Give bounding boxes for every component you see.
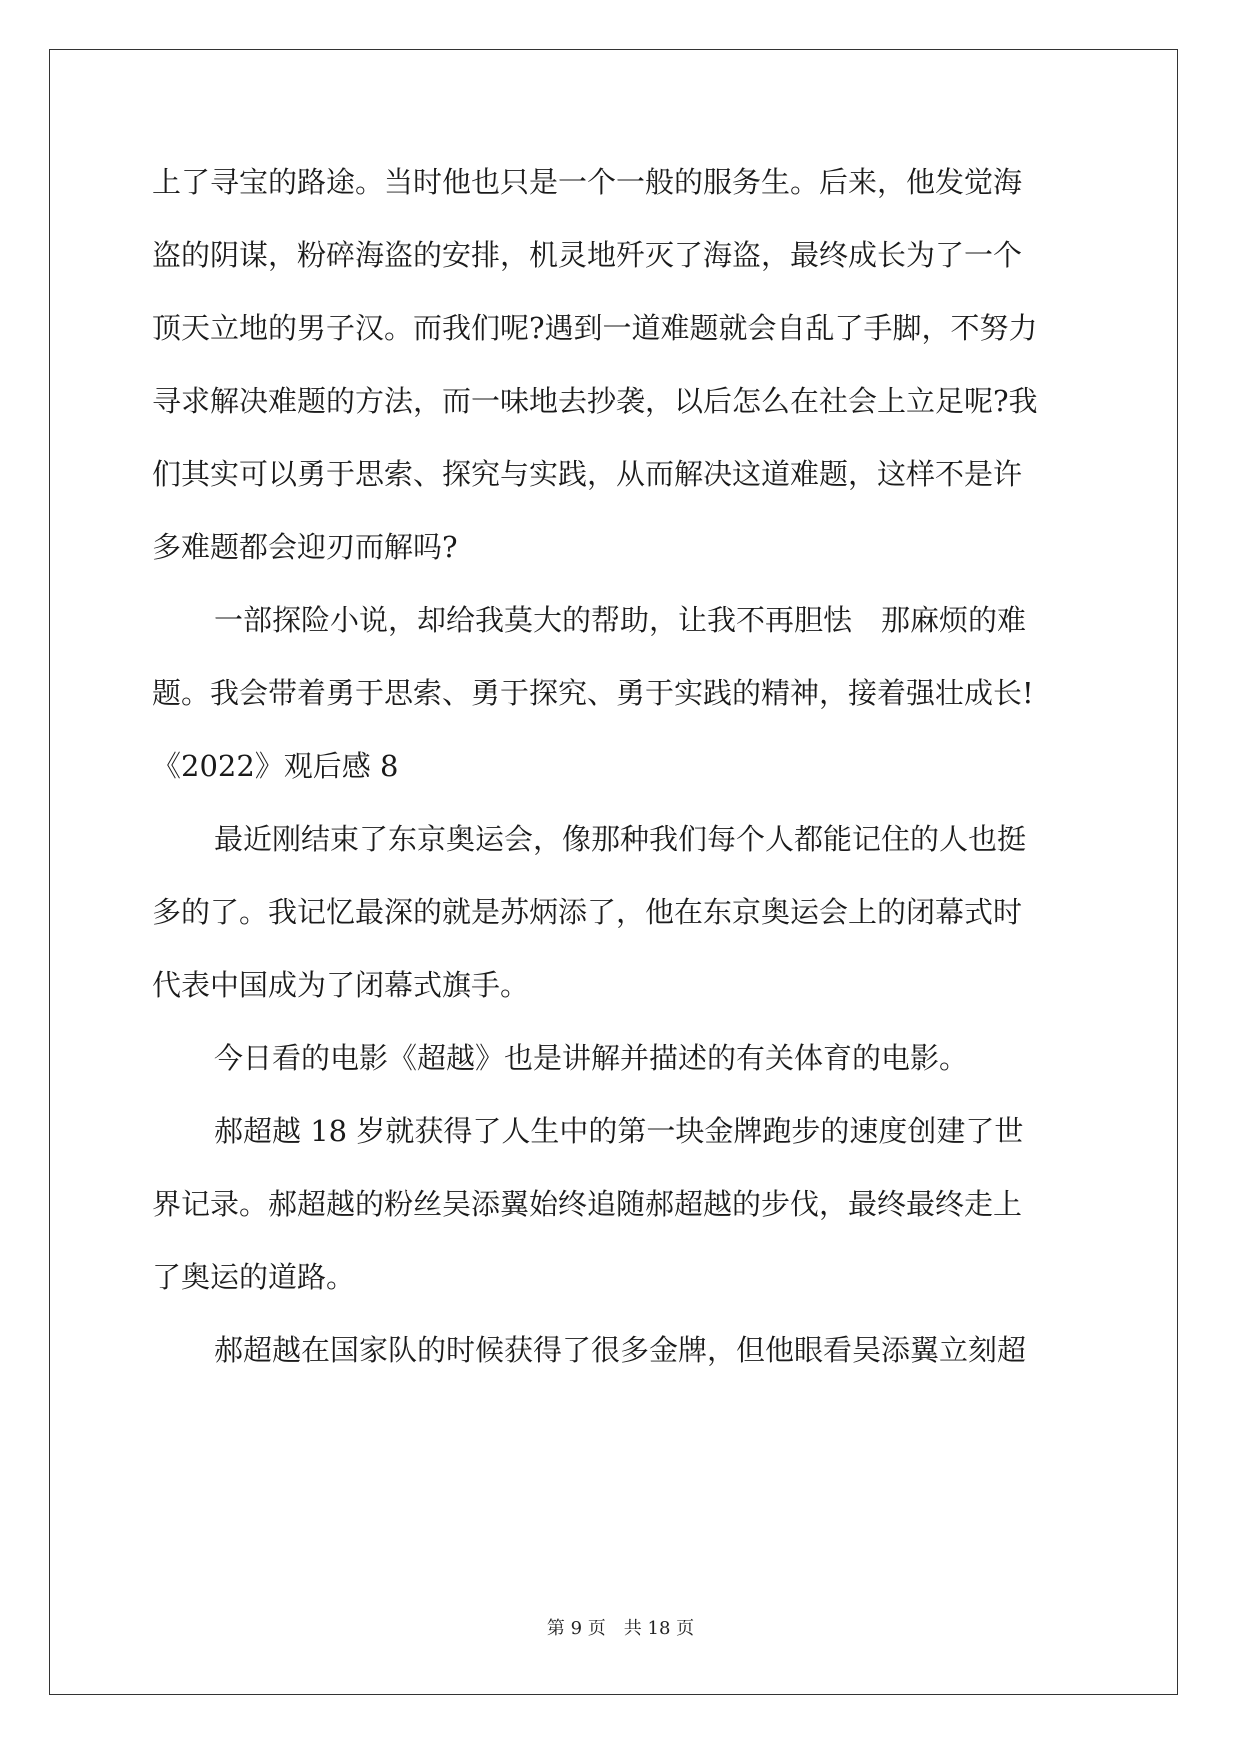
text-line: 代表中国成为了闭幕式旗手。 bbox=[152, 968, 530, 1002]
text-line: 顶天立地的男子汉。而我们呢?遇到一道难题就会自乱了手脚，不努力 bbox=[152, 311, 1038, 345]
text-line: 上了寻宝的路途。当时他也只是一个一般的服务生。后来，他发觉海 bbox=[152, 165, 1023, 199]
text-line: 盗的阴谋，粉碎海盗的安排，机灵地歼灭了海盗，最终成长为了一个 bbox=[152, 238, 1023, 272]
text-line: 题。我会带着勇于思索、勇于探究、勇于实践的精神，接着强壮成长! bbox=[152, 676, 1034, 710]
text-line: 了奥运的道路。 bbox=[152, 1260, 356, 1294]
paragraph-start-line: 一部探险小说，却给我莫大的帮助，让我不再胆怯 那麻烦的难 bbox=[214, 603, 1027, 637]
page-number: 第 9 页 共 18 页 bbox=[546, 1618, 695, 1639]
paragraph-start-line: 郝超越在国家队的时候获得了很多金牌，但他眼看吴添翼立刻超 bbox=[214, 1333, 1027, 1367]
paragraph-start-line: 郝超越 18 岁就获得了人生中的第一块金牌跑步的速度创建了世 bbox=[214, 1114, 1024, 1148]
paragraph-start-line: 今日看的电影《超越》也是讲解并描述的有关体育的电影。 bbox=[214, 1041, 969, 1075]
paragraph-start-line: 最近刚结束了东京奥运会，像那种我们每个人都能记住的人也挺 bbox=[214, 822, 1027, 856]
page-footer bbox=[0, 1617, 1241, 1641]
text-line: 们其实可以勇于思索、探究与实践，从而解决这道难题，这样不是许 bbox=[152, 457, 1023, 491]
page-border bbox=[49, 49, 1178, 1695]
text-line: 多的了。我记忆最深的就是苏炳添了，他在东京奥运会上的闭幕式时 bbox=[152, 895, 1023, 929]
text-line: 寻求解决难题的方法，而一味地去抄袭，以后怎么在社会上立足呢?我 bbox=[152, 384, 1038, 418]
text-line: 界记录。郝超越的粉丝吴添翼始终追随郝超越的步伐，最终最终走上 bbox=[152, 1187, 1023, 1221]
text-line: 多难题都会迎刃而解吗? bbox=[152, 530, 458, 564]
section-heading: 《2022》观后感 8 bbox=[152, 749, 399, 783]
